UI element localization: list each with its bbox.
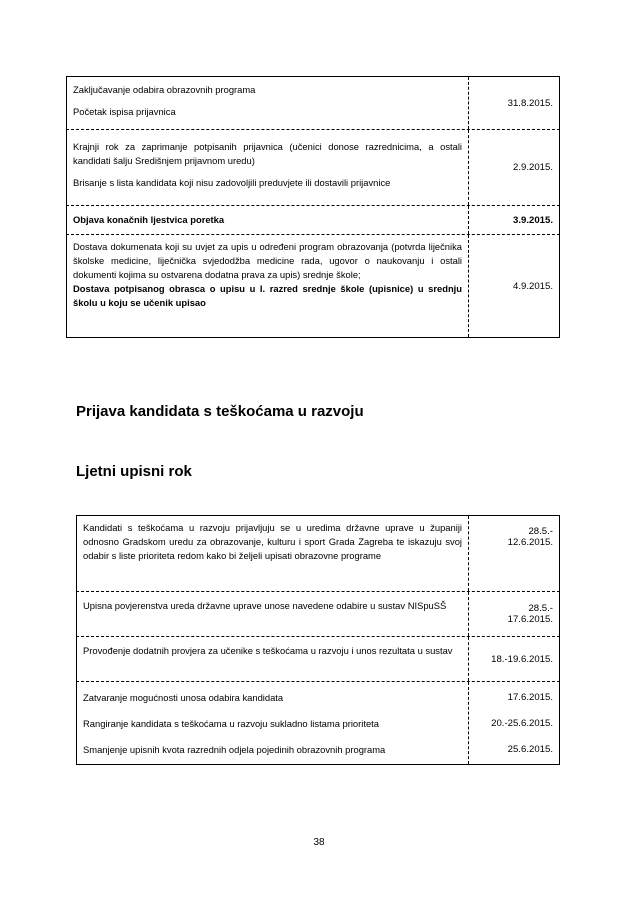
page-number: 38 bbox=[313, 837, 325, 848]
row-text: Početak ispisa prijavnica bbox=[73, 106, 176, 117]
row-text: Dostava potpisanog obrasca o upisu u I. razred srednje škole (upisnice) u srednju školu u koju se učenik upisao bbox=[73, 283, 462, 308]
section-heading: Prijava kandidata s teškoćama u razvoju bbox=[76, 403, 364, 420]
row-description: Objava konačnih ljestvica poretka bbox=[67, 206, 469, 234]
row-date: 18.-19.6.2015. bbox=[491, 653, 553, 665]
table-row bbox=[66, 205, 560, 234]
row-text: Rangiranje kandidata s teškoćama u razvoju sukladno listama prioriteta bbox=[83, 718, 379, 729]
row-date bbox=[469, 682, 559, 764]
row-description: Kandidati s teškoćama u razvoju prijavljuju se u uredima državne uprave u županiji odnosno Gradskom uredu za obrazovanje, kulturu i sport Grada Zagreba te iskazuju svoj odabir s liste prioriteta redom kako bi željeli upisati obrazovne programe bbox=[77, 516, 469, 591]
row-date bbox=[469, 516, 559, 591]
table-row bbox=[76, 515, 560, 591]
row-description bbox=[77, 682, 469, 764]
date-end: 12.6.2015. bbox=[507, 537, 553, 548]
row-date: 2.9.2015. bbox=[512, 162, 553, 173]
row-text: Krajnji rok za zaprimanje potpisanih prijavnica (učenici donose razrednicima, a ostali kandidati šalju Središnjem prijavnom uredu) bbox=[73, 141, 462, 166]
table-row bbox=[66, 234, 560, 338]
table-row bbox=[76, 591, 560, 636]
row-text: Zaključavanje odabira obrazovnih programa bbox=[73, 84, 256, 95]
table-row bbox=[66, 76, 560, 129]
row-date: 4.9.2015. bbox=[512, 280, 553, 292]
row-description bbox=[67, 77, 469, 129]
table-row bbox=[76, 636, 560, 681]
date: 25.6.2015. bbox=[507, 744, 553, 755]
row-text: Brisanje s lista kandidata koji nisu zadovoljili preduvjete ili dostavili prijavnice bbox=[73, 177, 391, 188]
table-row bbox=[66, 129, 560, 205]
row-date bbox=[469, 592, 559, 636]
row-description bbox=[67, 130, 469, 205]
row-text: Zatvaranje mogućnosti unosa odabira kandidata bbox=[83, 692, 284, 703]
row-date: 3.9.2015. bbox=[512, 214, 553, 226]
date-start: 28.5.- bbox=[528, 603, 553, 614]
row-description bbox=[67, 235, 469, 337]
schedule-table-summer bbox=[76, 515, 560, 765]
schedule-table-autumn bbox=[66, 76, 560, 338]
row-text: Dostava dokumenata koji su uvjet za upis u određeni program obrazovanja (potvrda liječnika školske medicine, liječnička svjedodžba medicine rada, ugovor o naukovanju i ostali dokumenti kojima su ostvarena dodatna prava za upis) srednje škole; bbox=[73, 241, 462, 280]
row-text: Smanjenje upisnih kvota razrednih odjela pojedinih obrazovnih programa bbox=[83, 744, 386, 755]
date-end: 17.6.2015. bbox=[507, 614, 553, 625]
row-date: 31.8.2015. bbox=[507, 97, 553, 109]
row-description: Provođenje dodatnih provjera za učenike s teškoćama u razvoju i unos rezultata u sustav bbox=[77, 637, 469, 681]
subsection-heading: Ljetni upisni rok bbox=[76, 463, 192, 480]
date: 17.6.2015. bbox=[507, 692, 553, 703]
date-start: 28.5.- bbox=[528, 526, 553, 537]
table-row bbox=[76, 681, 560, 765]
row-description: Upisna povjerenstva ureda državne uprave unose navedene odabire u sustav NISpuSŠ bbox=[77, 592, 469, 636]
date: 20.-25.6.2015. bbox=[491, 718, 553, 729]
